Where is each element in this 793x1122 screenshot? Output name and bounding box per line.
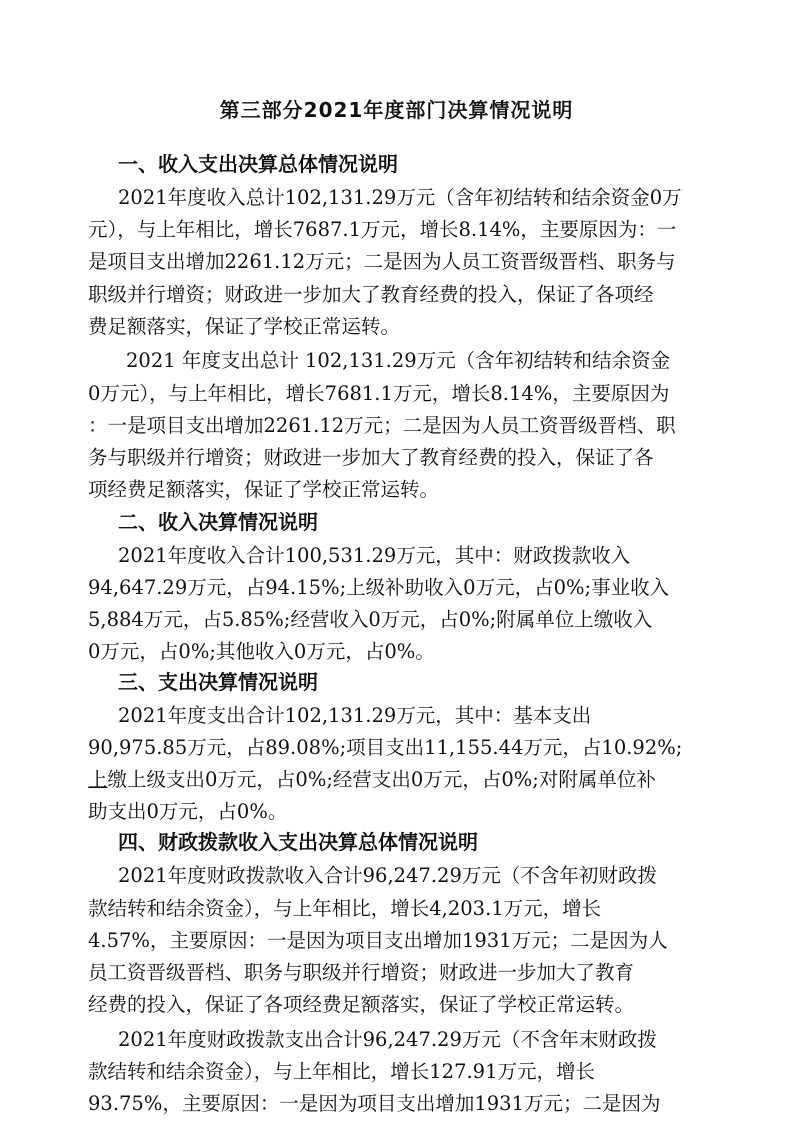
paragraph-line: 0万元），与上年相比，增长7681.1万元，增长8.14%，主要原因为 bbox=[88, 382, 670, 405]
paragraph-line: 93.75%，主要原因：一是因为项目支出增加1931万元；二是因为 bbox=[88, 1092, 661, 1115]
paragraph-line: 经费的投入，保证了各项经费足额落实，保证了学校正常运转。 bbox=[88, 993, 635, 1016]
paragraph-line: 90,975.85万元，占89.08%;项目支出11,155.44万元，占10.92%; bbox=[88, 736, 683, 759]
paragraph-line: 4.57%，主要原因：一是因为项目支出增加1931万元；二是因为人 bbox=[88, 929, 668, 952]
paragraph-line: 2021年度财政拨款支出合计96,247.29万元（不含年末财政拨 bbox=[118, 1028, 657, 1051]
page-title: 第三部分2021年度部门决算情况说明 bbox=[219, 98, 574, 122]
paragraph-line: 2021年度收入合计100,531.29万元，其中：财政拨款收入 bbox=[118, 544, 631, 567]
paragraph-line: 2021年度财政拨款收入合计96,247.29万元（不含年初财政拨 bbox=[118, 864, 657, 887]
paragraph-line: 款结转和结余资金），与上年相比，增长4,203.1万元，增长 bbox=[88, 897, 602, 920]
paragraph-line: 元），与上年相比，增长7687.1万元，增长8.14%，主要原因为：一 bbox=[88, 218, 677, 241]
paragraph-line: 5,884万元，占5.85%;经营收入0万元，占0%;附属单位上缴收入 bbox=[88, 608, 653, 631]
paragraph-line: 2021 年度支出总计 102,131.29万元（含年初结转和结余资金 bbox=[126, 349, 671, 372]
paragraph-line bbox=[88, 766, 656, 794]
paragraph-line: 94,647.29万元，占94.15%;上级补助收入0万元，占0%;事业收入 bbox=[88, 576, 670, 599]
section-heading-3: 三、支出决算情况说明 bbox=[118, 670, 318, 694]
paragraph-line: 款结转和结余资金），与上年相比，增长127.91万元，增长 bbox=[88, 1060, 595, 1083]
underlined-text: 上 bbox=[88, 768, 108, 791]
paragraph-line: 务与职级并行增资；财政进一步加大了教育经费的投入，保证了各 bbox=[88, 446, 654, 469]
paragraph-line: 是项目支出增加2261.12万元；二是因为人员工资晋级晋档、职务与 bbox=[88, 250, 676, 273]
paragraph-line: 2021年度收入总计102,131.29万元（含年初结转和结余资金0万 bbox=[118, 186, 682, 209]
paragraph-line: 项经费足额落实，保证了学校正常运转。 bbox=[88, 478, 440, 501]
paragraph-line: 费足额落实，保证了学校正常运转。 bbox=[88, 315, 401, 338]
section-heading-2: 二、收入决算情况说明 bbox=[118, 510, 318, 534]
paragraph-line: 0万元，占0%;其他收入0万元，占0%。 bbox=[88, 640, 435, 663]
paragraph-line: 员工资晋级晋档、职务与职级并行增资；财政进一步加大了教育 bbox=[88, 961, 635, 984]
paragraph-line: 助支出0万元，占0%。 bbox=[88, 800, 288, 823]
paragraph-line: 职级并行增资；财政进一步加大了教育经费的投入，保证了各项经 bbox=[88, 283, 654, 306]
paragraph-line: ：一是项目支出增加2261.12万元；二是因为人员工资晋级晋档、职 bbox=[88, 414, 676, 437]
section-heading-1: 一、收入支出决算总体情况说明 bbox=[118, 152, 398, 176]
paragraph-line: 2021年度支出合计102,131.29万元，其中：基本支出 bbox=[118, 704, 592, 727]
line-text: 缴上级支出0万元，占0%;经营支出0万元，占0%;对附属单位补 bbox=[107, 768, 656, 791]
section-heading-4: 四、财政拨款收入支出决算总体情况说明 bbox=[118, 830, 478, 854]
